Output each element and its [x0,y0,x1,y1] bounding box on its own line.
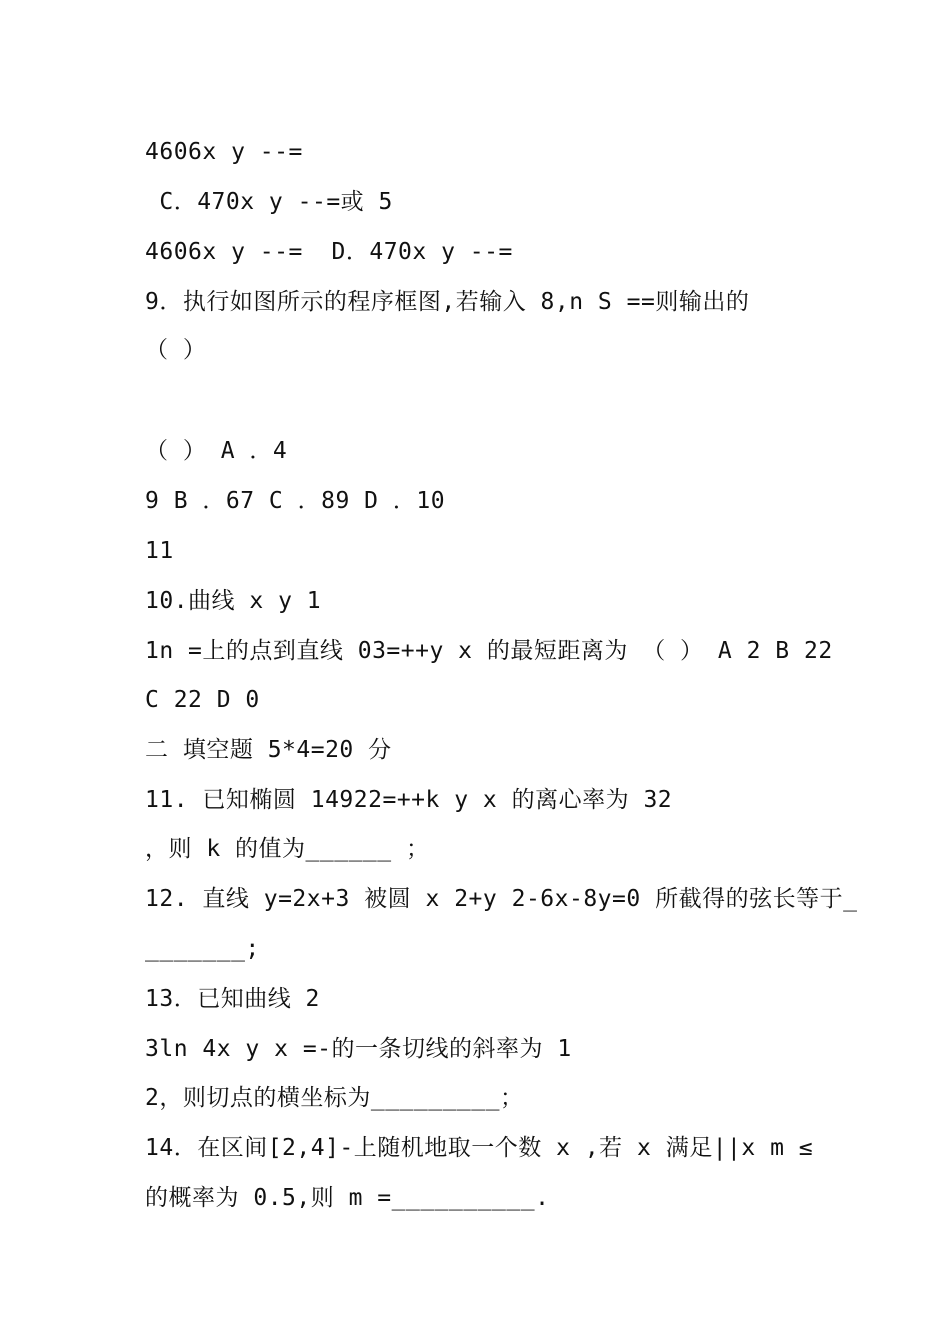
text-line-21: 的概率为 0.5,则 m =__________. [145,1185,550,1211]
text-line-14: ，则 k 的值为______ ； [145,836,430,862]
text-line-1: 4606x y --= [145,139,303,165]
section-heading: 二 填空题 5*4=20 分 [145,737,392,763]
question-14-line: 14．在区间[2,4]-上随机地取一个数 x ,若 x 满足||x m ≤ [145,1135,814,1161]
text-line-5: （ ） [145,337,207,363]
text-line-11: C 22 D 0 [145,687,260,713]
question-10-line: 10.曲线 x y 1 [145,588,322,614]
text-line-16: _______; [145,936,260,962]
text-line-19: 2，则切点的横坐标为_________； [145,1085,524,1111]
question-11-line: 11. 已知椭圆 14922=++k y x 的离心率为 32 [145,787,673,813]
text-line-7: 9 B ．67 C ．89 D ．10 [145,488,446,514]
question-12-line: 12. 直线 y=2x+3 被圆 x 2+y 2-6x-8y=0 所截得的弦长等于_ [145,886,858,912]
text-line-8: 11 [145,538,174,564]
text-line-6: （ ） A ．4 [145,438,288,464]
question-9-line: 9．执行如图所示的程序框图,若输入 8,n S ==则输出的 [145,289,750,315]
text-line-3: 4606x y --= D．470x y --= [145,239,513,265]
text-line-10: 1n =上的点到直线 03=++y x 的最短距离为 （ ） A 2 B 22 [145,638,833,664]
text-line-18: 3ln 4x y x =-的一条切线的斜率为 1 [145,1036,572,1062]
text-line-2: C．470x y --=或 5 [145,189,393,215]
question-13-line: 13．已知曲线 2 [145,986,320,1012]
